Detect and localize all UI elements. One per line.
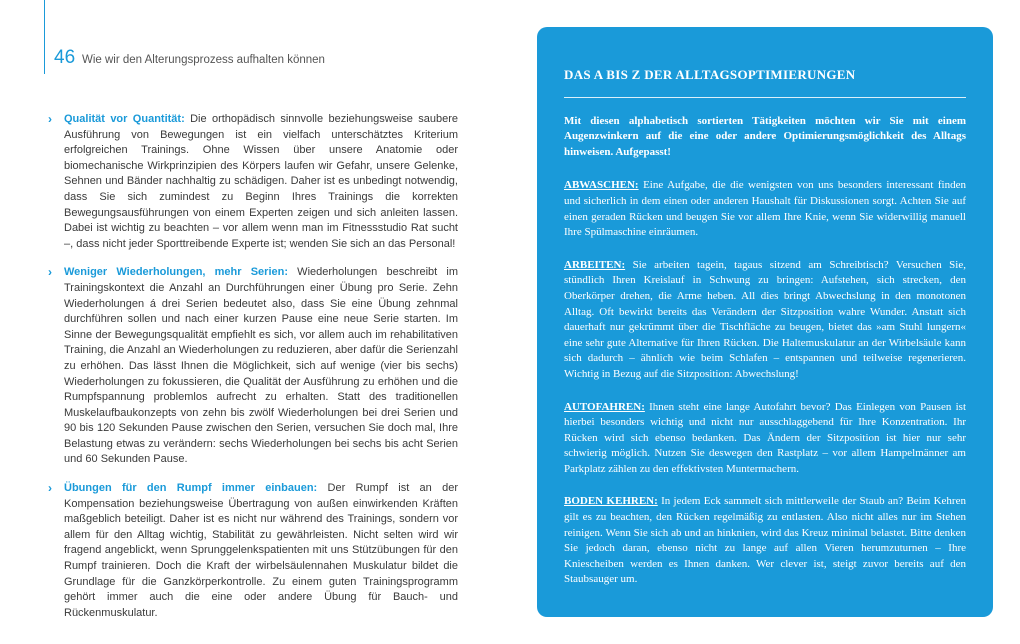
entry-term: BODEN KEHREN: — [564, 495, 658, 508]
tip-paragraph — [48, 481, 458, 621]
main-text-column — [48, 112, 458, 634]
tip-paragraph — [48, 112, 458, 252]
page-accent-rule — [44, 0, 45, 74]
chevron-right-icon: › — [48, 265, 52, 280]
info-box-entry — [564, 258, 966, 383]
tip-keyword: Qualität vor Quantität: — [64, 113, 185, 125]
info-box-entry — [564, 400, 966, 478]
info-box-content — [564, 67, 966, 605]
entry-text: In jedem Eck sammelt sich mittlerweile der Staub an? Beim Kehren gilt es zu beachten, den Rücken regelmäßig zu entlasten. Also nicht alles nur im Stehen reinigen. Wenn Sie sich ab und an hinknien, wird das Kreuz minimal belastet. Bitte denken Sie jedoch daran, ebenso nicht zu lange auf allen Vieren herumzuturnen – Ihre Kniescheiben werden es Ihnen danken. Wer clever ist, steigt zuvor bereits auf den Staubsauger um. — [564, 495, 966, 586]
chevron-right-icon: › — [48, 481, 52, 496]
tip-paragraph — [48, 265, 458, 468]
entry-term: ABWASCHEN: — [564, 179, 639, 192]
running-head: Wie wir den Alterungsprozess aufhalten können — [82, 54, 325, 66]
entry-text: Ihnen steht eine lange Autofahrt bevor? Das Einlegen von Pausen ist hierbei besonders wichtig und nicht nur ausschlaggebend für Ihre Konzentration. Ihr Rücken wird sich ebenso bedanken. Das Ändern der Sitzposition ist hier nur sehr schwierig möglich. Nutzen Sie deswegen den Rastplatz – vor allem Hampelmänner am Parkplatz zählen zu den effektivsten Muntermachern. — [564, 400, 966, 475]
info-box-title: DAS A BIS Z DER ALLTAGSOPTIMIERUNGEN — [564, 67, 966, 98]
info-box-entry — [564, 178, 966, 240]
tip-text: Wiederholungen beschreibt im Trainingskontext die Anzahl an Durchführungen einer Übung pro Serie. Zehn Wiederholungen á drei Serien bedeutet also, dass Sie eine Übung zehnmal durchführen sollen und nach einer kurzen Pause eine neue Serie starten. Im Sinne der Bewegungsqualität empfiehlt es sich, vor allem auch im rehabilitativen Training, die Anzahl an Wiederholungen zu reduzieren, aber dafür die Serienzahl zu erhöhen. Das lässt Ihnen die Möglichkeit, sich auf wenige (vier bis sechs) Wiederholungen zu fokussieren, die Qualität der Ausführung zu erhöhen und die Rumpfspannung problemlos aufrecht zu erhalten. Statt des traditionellen Muskelaufbaukonzepts von zehn bis zwölf Wiederholungen bei drei Serien und 90 bis 120 Sekunden Pause zwischen den Serien, versuchen Sie doch mal, Ihre Belastung etwas zu verändern: sechs Wiederholungen bei sechs bis acht Serien und 60 Sekunden Pause. — [64, 266, 458, 466]
tip-text: Die orthopädisch sinnvolle beziehungsweise saubere Ausführung von Bewegungen ist ein vielfach unterschätztes Kriterium erfolgreichen Trainings. Ohne Wissen über unsere Anatomie oder biomechanische Wirkprinzipien des Körpers laufen wir Gefahr, unsere Gelenke, Sehnen und Bänder nachhaltig zu schädigen. Daher ist es unbedingt notwendig, dass Sie sich zumindest zu Beginn Ihres Trainings die korrekten Bewegungsausführungen von einem Experten zeigen und sich anleiten lassen. Dabei ist wichtig zu beachten – vor allem wenn man im Fitnessstudio Rat sucht –, dass nicht jeder Sporttreibende Experte ist; wenden Sie sich an das Personal! — [64, 113, 458, 250]
info-box-intro: Mit diesen alphabetisch sortierten Tätigkeiten möchten wir Sie mit einem Augenzwinkern auf die eine oder andere Optimierungsmöglichkeit des Alltags hinweisen. Aufgepasst! — [564, 114, 966, 158]
entry-text: Sie arbeiten tagein, tagaus sitzend am Schreibtisch? Versuchen Sie, stündlich Ihren Kreislauf in Schwung zu bringen: Aufstehen, sich strecken, den Oberkörper drehen, die Arme heben. All dies bringt Abwechslung in den monotonen Alltag. Oft bewirkt bereits das Verändern der Sitzposition wahre Wunder. Anstatt sich dauerhaft nur gekrümmt über die Tischfläche zu beugen, bietet das »am Stuhl lungern« eine sehr gute Alternative für Ihren Rücken. Die Haltemuskulatur an der Wirbelsäule kann sich dadurch – ähnlich wie beim Schlafen – entspannen und teilweise regenerieren. Wichtig in Bezug auf die Sitzposition: Abwechslung! — [564, 258, 966, 380]
entry-text: Eine Aufgabe, die die wenigsten von uns besonders interessant finden und sicherlich in dem einen oder anderen Haushalt für Diskussionen sorgt. Achten Sie auf einen geraden Rücken und beugen Sie vor allem Ihre Knie, wenn Sie widerwillig manuell Ihre Spülmaschine einräumen. — [564, 179, 966, 239]
tip-text: Der Rumpf ist an der Kompensation beziehungsweise Übertragung von außen einwirkenden Kräften maßgeblich beteiligt. Daher ist es nicht nur während des Trainings, sondern vor allem für den Alltag wichtig, Stabilität zu gewährleisten. Nicht selten wird wir fragend angeblickt, wenn Sprunggelenkspatienten mit uns Stützübungen für den Rumpf trainieren. Doch die Kraft der wirbelsäulennahen Muskulatur bildet die Grundlage für die Ganzkörperkontrolle. Zu einem guten Trainingsprogramm gehört immer auch die eine oder andere Übung für Bauch- und Rückenmuskulatur. — [64, 482, 458, 619]
tip-keyword: Übungen für den Rumpf immer einbauen: — [64, 482, 318, 495]
info-box-entry — [564, 494, 966, 588]
entry-term: ARBEITEN: — [564, 258, 626, 271]
chevron-right-icon: › — [48, 112, 52, 126]
info-box — [537, 27, 993, 617]
tip-keyword: Weniger Wiederholungen, mehr Serien: — [64, 266, 289, 279]
page-number: 46 — [54, 47, 76, 68]
entry-term: AUTOFAHREN: — [564, 400, 645, 413]
